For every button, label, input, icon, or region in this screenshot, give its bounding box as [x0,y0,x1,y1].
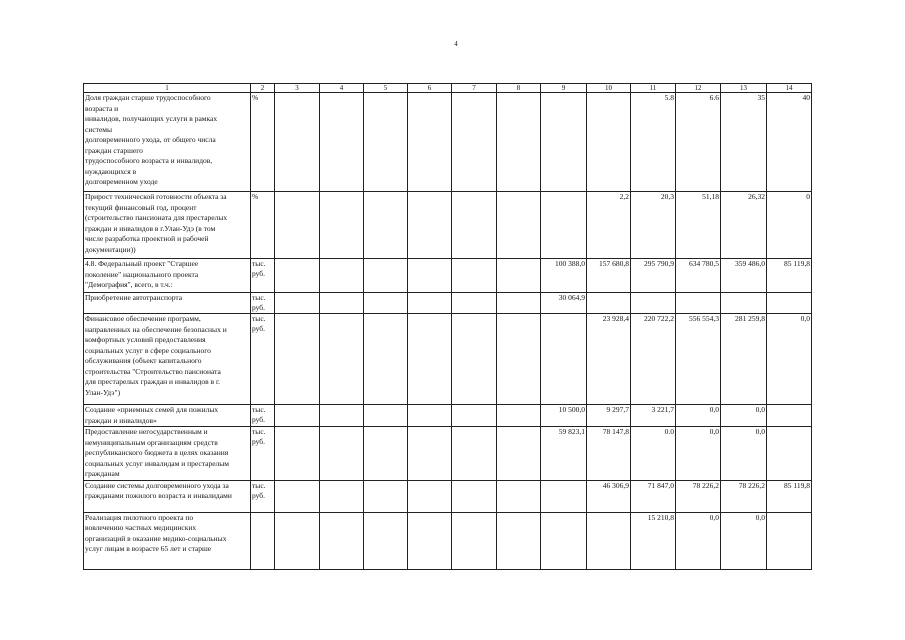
table-row [84,192,812,259]
value-cell-col-14: 85 119,8 [767,259,812,293]
column-number-6: 6 [408,84,452,93]
value-cell-col-12: 0,0 [676,427,721,481]
value-cell-col-11: 71 847,0 [631,480,676,512]
value-cell-col-6 [408,192,452,259]
value-cell-col-4 [320,314,364,405]
table-row [84,480,812,512]
value-cell-col-11: 20,3 [631,192,676,259]
unit-cell: % [251,93,275,192]
value-cell-col-5 [364,427,408,481]
value-cell-col-9 [541,480,587,512]
value-cell-col-9 [541,512,587,569]
value-cell-col-4 [320,405,364,427]
indicator-name-cell: Создание «приемных семей для пожилых граждан и инвалидов» [84,405,251,427]
value-cell-col-9: 59 823,1 [541,427,587,481]
table-row [84,314,812,405]
table-header [84,84,812,93]
value-cell-col-3 [275,480,320,512]
value-cell-col-11: 15 210,8 [631,512,676,569]
value-cell-col-3 [275,314,320,405]
indicator-name-cell: Приобретение автотранспорта [84,293,251,314]
value-cell-col-14: 85 119,8 [767,480,812,512]
value-cell-col-6 [408,480,452,512]
indicator-name-cell: Финансовое обеспечение программ, направленных на обеспечение безопасных и комфортных условий предоставления социальных услуг в сфере социального обслуживания (объект капитального строительства "Строительство пансионата для престарелых граждан и инвалидов в г. Улан-Удэ") [84,314,251,405]
indicator-name-cell: Реализация пилотного проекта по вовлечению частных медицинских организаций в оказание медико-социальных услуг лицам в возрасте 65 лет и старше [84,512,251,569]
value-cell-col-5 [364,314,408,405]
value-cell-col-5 [364,480,408,512]
value-cell-col-13: 0,0 [721,512,767,569]
value-cell-col-13: 35 [721,93,767,192]
value-cell-col-13: 0,0 [721,405,767,427]
unit-cell: тыс. руб. [251,259,275,293]
value-cell-col-3 [275,427,320,481]
value-cell-col-6 [408,427,452,481]
value-cell-col-6 [408,314,452,405]
value-cell-col-11: 3 221,7 [631,405,676,427]
value-cell-col-6 [408,259,452,293]
table-body [84,93,812,570]
value-cell-col-5 [364,259,408,293]
value-cell-col-7 [452,314,497,405]
value-cell-col-4 [320,192,364,259]
unit-cell: тыс. руб. [251,427,275,481]
value-cell-col-4 [320,293,364,314]
value-cell-col-3 [275,93,320,192]
value-cell-col-9: 100 388,0 [541,259,587,293]
column-number-10: 10 [587,84,631,93]
value-cell-col-13: 78 226,2 [721,480,767,512]
value-cell-col-7 [452,427,497,481]
value-cell-col-10: 23 928,4 [587,314,631,405]
value-cell-col-14 [767,293,812,314]
value-cell-col-12: 0,0 [676,512,721,569]
value-cell-col-13 [721,293,767,314]
value-cell-col-10: 157 680,8 [587,259,631,293]
value-cell-col-7 [452,293,497,314]
table-row [84,405,812,427]
table-row [84,93,812,192]
value-cell-col-12: 6.6 [676,93,721,192]
unit-cell: тыс. руб. [251,480,275,512]
value-cell-col-12: 556 554,3 [676,314,721,405]
unit-cell: тыс. руб. [251,405,275,427]
indicator-name-cell: 4.8. Федеральный проект "Старшее поколение" национального проекта "Демография", всего, в т.ч.: [84,259,251,293]
table-header-row [84,84,812,93]
value-cell-col-14: 0 [767,192,812,259]
value-cell-col-10: 46 306,9 [587,480,631,512]
value-cell-col-13: 0,0 [721,427,767,481]
value-cell-col-7 [452,512,497,569]
value-cell-col-10: 2,2 [587,192,631,259]
column-number-11: 11 [631,84,676,93]
value-cell-col-5 [364,405,408,427]
value-cell-col-9 [541,93,587,192]
value-cell-col-12: 0,0 [676,405,721,427]
value-cell-col-3 [275,405,320,427]
value-cell-col-10 [587,512,631,569]
column-number-13: 13 [721,84,767,93]
value-cell-col-6 [408,405,452,427]
value-cell-col-6 [408,512,452,569]
unit-cell [251,512,275,569]
value-cell-col-3 [275,259,320,293]
table-row [84,427,812,481]
value-cell-col-3 [275,293,320,314]
value-cell-col-13: 281 259,8 [721,314,767,405]
value-cell-col-14: 40 [767,93,812,192]
value-cell-col-6 [408,93,452,192]
indicator-name-cell: Создание системы долговременного ухода за гражданами пожилого возраста и инвалидами [84,480,251,512]
value-cell-col-6 [408,293,452,314]
value-cell-col-14 [767,427,812,481]
value-cell-col-8 [497,480,541,512]
value-cell-col-4 [320,512,364,569]
table-row [84,293,812,314]
value-cell-col-14: 0,0 [767,314,812,405]
data-table [83,83,812,570]
value-cell-col-11: 295 790,9 [631,259,676,293]
value-cell-col-9: 10 500,0 [541,405,587,427]
value-cell-col-7 [452,192,497,259]
value-cell-col-9 [541,314,587,405]
column-number-5: 5 [364,84,408,93]
value-cell-col-8 [497,259,541,293]
value-cell-col-4 [320,427,364,481]
value-cell-col-12 [676,293,721,314]
column-number-9: 9 [541,84,587,93]
value-cell-col-11: 220 722,2 [631,314,676,405]
value-cell-col-8 [497,512,541,569]
value-cell-col-8 [497,93,541,192]
value-cell-col-11: 0.0 [631,427,676,481]
value-cell-col-4 [320,93,364,192]
value-cell-col-8 [497,192,541,259]
unit-cell: тыс. руб. [251,314,275,405]
value-cell-col-10: 9 297,7 [587,405,631,427]
value-cell-col-12: 51,18 [676,192,721,259]
value-cell-col-12: 634 780,5 [676,259,721,293]
column-number-8: 8 [497,84,541,93]
value-cell-col-13: 359 486,0 [721,259,767,293]
table-row [84,259,812,293]
unit-cell: % [251,192,275,259]
value-cell-col-11 [631,293,676,314]
value-cell-col-4 [320,480,364,512]
value-cell-col-8 [497,427,541,481]
column-number-1: 1 [84,84,251,93]
value-cell-col-11: 5.8 [631,93,676,192]
value-cell-col-10 [587,93,631,192]
value-cell-col-13: 26,32 [721,192,767,259]
value-cell-col-5 [364,293,408,314]
page-number: 4 [454,40,458,48]
table-row [84,512,812,569]
value-cell-col-7 [452,480,497,512]
value-cell-col-14 [767,405,812,427]
value-cell-col-3 [275,512,320,569]
indicator-name-cell: Доля граждан старше трудоспособного возраста и инвалидов, получающих услуги в рамках системы долговременного ухода, от общего числа граждан старшего трудоспособного возраста и инвалидов, нуждающихся в долговременном уходе [84,93,251,192]
value-cell-col-5 [364,192,408,259]
column-number-12: 12 [676,84,721,93]
indicator-name-cell: Предоставление негосударственным и немуниципальным организациям средств республиканского бюджета в целях оказания социальных услуг инвалидам и престарелым гражданам [84,427,251,481]
value-cell-col-14 [767,512,812,569]
unit-cell: тыс. руб. [251,293,275,314]
value-cell-col-7 [452,405,497,427]
column-number-7: 7 [452,84,497,93]
value-cell-col-5 [364,93,408,192]
value-cell-col-12: 78 226,2 [676,480,721,512]
column-number-4: 4 [320,84,364,93]
value-cell-col-8 [497,293,541,314]
value-cell-col-5 [364,512,408,569]
value-cell-col-3 [275,192,320,259]
value-cell-col-10 [587,293,631,314]
value-cell-col-4 [320,259,364,293]
value-cell-col-8 [497,314,541,405]
value-cell-col-7 [452,259,497,293]
value-cell-col-7 [452,93,497,192]
indicator-name-cell: Прирост технической готовности объекта за текущий финансовый год, процент (строительство пансионата для престарелых граждан и инвалидов в г.Улан-Удэ (в том числе разработка проектной и рабочей документации)) [84,192,251,259]
value-cell-col-9: 30 064,9 [541,293,587,314]
column-number-3: 3 [275,84,320,93]
value-cell-col-8 [497,405,541,427]
column-number-2: 2 [251,84,275,93]
value-cell-col-10: 78 147,8 [587,427,631,481]
column-number-14: 14 [767,84,812,93]
value-cell-col-9 [541,192,587,259]
